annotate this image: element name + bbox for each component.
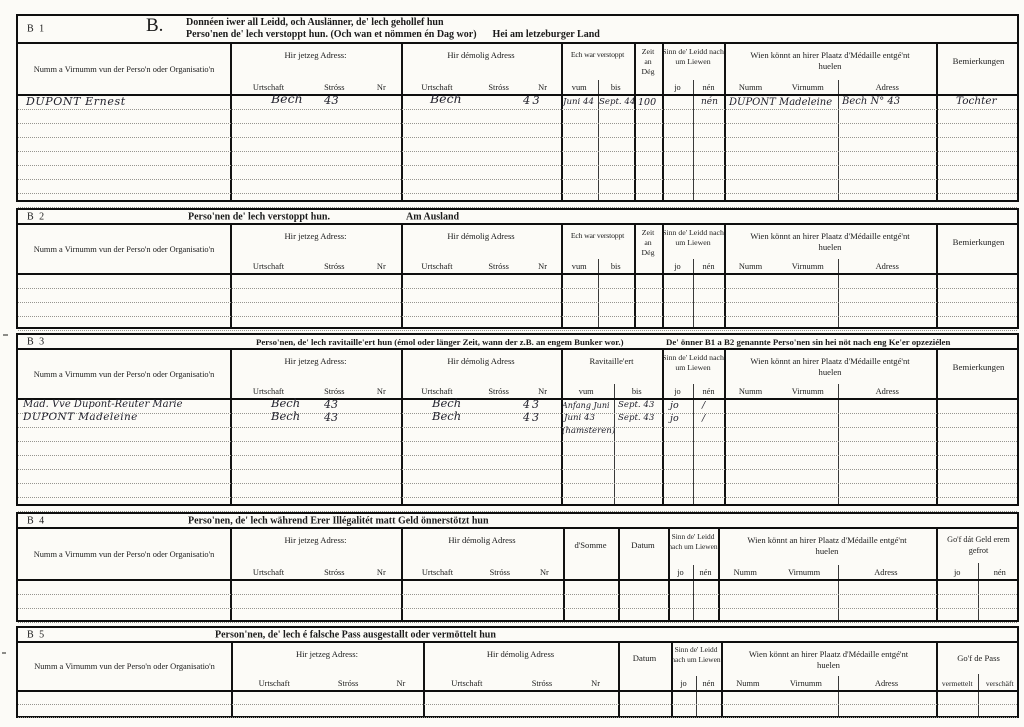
sub-nr: Nr: [396, 679, 406, 688]
sub-stross: Stróss: [324, 83, 345, 92]
sub-jo: jo: [953, 568, 961, 577]
section-b5: [16, 626, 1019, 718]
section-title: Perso'nen, de' lech ravitaille'ert hun (émol oder länger Zeit, wann der z.B. an engem Bunker wor.): [256, 336, 624, 347]
section-b3: [16, 333, 1019, 506]
title-line-2: Perso'nen de' lech verstoppt hun. (Och wan et nömmen én Dag wor): [186, 29, 477, 40]
sub-stross: Stróss: [324, 387, 345, 396]
sub-stross: Stróss: [324, 568, 345, 577]
sub-virnumm: Virnumm: [788, 568, 821, 577]
sub-adress: Adress: [875, 387, 899, 396]
section-title: Perso'nen, de' lech während Erer Illégalitét matt Geld önnerstötzt hun: [188, 515, 489, 526]
col-label: Datum: [631, 540, 655, 550]
empty-row: [18, 194, 1017, 208]
col-label: Wien könnt an hirer Plaatz d'Médaille entgé'nt huelen: [750, 356, 910, 378]
col-datum: [618, 643, 671, 690]
section-b1-title-band: [18, 16, 1017, 44]
b3-entry1-name: Mad. Vve Dupont-Reuter Marie: [23, 399, 183, 410]
empty-row: [18, 470, 1017, 484]
col-label: Go'f dát Geld erem gefrot: [947, 535, 1010, 555]
col-numm-virnumm: [18, 350, 230, 398]
b1-entry-vum: Juni 44: [563, 97, 594, 107]
col-label: Wien könnt an hirer Plaatz d'Médaille entgé'nt huelen: [750, 50, 910, 72]
b3-entry2-nen-mark: /: [702, 413, 706, 424]
sub-vum: vum: [578, 387, 594, 396]
big-letter-b: B.: [146, 15, 164, 36]
b3-entry2-demolig-nr: 43: [523, 411, 541, 424]
section-b4-title-band: [18, 514, 1017, 529]
sub-virnumm: Virnumm: [791, 83, 824, 92]
section-title: Perso'nen de' lech verstoppt hun.: [188, 211, 330, 222]
section-b1: [16, 14, 1019, 202]
sub-vum: vum: [571, 262, 587, 271]
scan-artifact-mark: [3, 334, 8, 336]
col-zeit-an-deg: [634, 44, 662, 94]
sub-adress: Adress: [874, 568, 898, 577]
col-bemierkungen: [936, 44, 1021, 94]
col-jetzeg-adress: [230, 529, 401, 579]
sub-stross: Stróss: [324, 262, 345, 271]
col-bemierkungen: [936, 350, 1021, 398]
sub-numm: Numm: [738, 387, 763, 396]
b5-column-headers: [18, 643, 1017, 692]
sub-adress: Adress: [875, 83, 899, 92]
sub-stross: Stróss: [337, 679, 359, 688]
sub-bis: bis: [631, 387, 642, 396]
col-label: Sinn de' Leidd nach um Liewen: [662, 228, 724, 248]
col-zeit-an-deg: [634, 225, 662, 273]
sub-nen: nén: [699, 568, 712, 577]
col-label: Sinn de' Leidd nach um Liewen: [671, 645, 721, 664]
col-label: Numm a Virnumm vun der Perso'n oder Organisatio'n: [33, 64, 215, 74]
sub-adress: Adress: [875, 262, 899, 271]
section-title: Person'nen, de' lech é falsche Pass ausgestallt oder vermöttelt hun: [215, 629, 496, 640]
sub-urtschaft: Urtschaft: [421, 387, 453, 396]
sub-bis: bis: [610, 262, 621, 271]
col-bemierkungen: [936, 225, 1021, 273]
col-label: Numm a Virnumm vun der Perso'n oder Organisatio'n: [33, 244, 215, 254]
b3-entry2-demolig-urtschaft: Bech: [432, 409, 462, 423]
empty-row: [18, 166, 1017, 180]
sub-nr: Nr: [538, 262, 548, 271]
col-datum: [618, 529, 668, 579]
col-label: Sinn de' Leidd nach um Liewen: [662, 47, 724, 67]
b5-rows: [18, 692, 1017, 716]
col-jetzeg-adress: [230, 350, 401, 398]
sub-nr: Nr: [376, 262, 386, 271]
sub-urtschaft: Urtschaft: [421, 262, 453, 271]
col-numm-virnumm: [18, 643, 231, 690]
b3-entry1-bis: Sept. 43: [618, 400, 655, 410]
section-title-right: De' önner B1 a B2 genannte Perso'nen sin hei nöt nach eng Ke'er opzeziélen: [666, 336, 951, 347]
b2-rows: [18, 275, 1017, 327]
b3-entry1-demolig-urtschaft: Bech: [432, 396, 462, 410]
b1-entry-wien-adress: Bech N° 43: [842, 96, 901, 107]
col-label: Bemierkungen: [952, 362, 1005, 372]
sub-vermettelt: vermettelt: [941, 679, 973, 688]
b1-entry-nen: nén: [701, 97, 718, 107]
col-label: Go'f de Pass: [957, 653, 1000, 663]
section-b3-title-band: [18, 335, 1017, 350]
sub-verschaft: verschäft: [985, 679, 1014, 688]
sub-stross: Stróss: [488, 387, 509, 396]
empty-row: [18, 110, 1017, 124]
col-label: Hir démolig Adress: [447, 231, 515, 241]
sub-virnumm: Virnumm: [789, 679, 822, 688]
empty-row: [18, 124, 1017, 138]
empty-row: [18, 609, 1017, 623]
col-wien-medaille: [724, 44, 936, 94]
b1-table: [18, 44, 1017, 200]
section-b2-title-band: [18, 210, 1017, 225]
empty-row: [18, 442, 1017, 456]
empty-row: [18, 152, 1017, 166]
sub-urtschaft: Urtschaft: [252, 568, 285, 577]
section-code: B 1: [27, 23, 46, 35]
col-label: Hir démolig Adress: [448, 535, 516, 545]
empty-row: [18, 705, 1017, 718]
sub-nen: nén: [702, 387, 715, 396]
empty-row: [18, 595, 1017, 609]
empty-row: [18, 180, 1017, 194]
col-label: Datum: [632, 653, 657, 663]
col-label: Hir jetzeg Adress:: [295, 649, 359, 659]
col-label: Hir jetzeg Adress:: [284, 50, 347, 60]
sub-adress: Adress: [874, 679, 899, 688]
empty-row: [18, 692, 1017, 705]
b3-entry1-jo: jo: [670, 400, 679, 411]
col-demolig-adress: [401, 350, 561, 398]
sub-nr: Nr: [538, 83, 548, 92]
col-label: Wien könnt an hirer Plaatz d'Médaille entgé'nt huelen: [748, 649, 909, 671]
b3-entry2-jetzeg-nr: 43: [324, 411, 338, 424]
col-label: Bemierkungen: [952, 237, 1005, 247]
b2-column-headers: [18, 225, 1017, 275]
empty-row: [18, 498, 1017, 512]
col-ravitailleert: [561, 350, 662, 398]
col-label: Zeit an Dég: [641, 47, 655, 77]
empty-row: [18, 138, 1017, 152]
b1-entry-wien-numm: DUPONT Madeleine: [729, 97, 833, 108]
col-ech-war-verstoppt: [561, 44, 634, 94]
b3-entry2-jo: jo: [670, 413, 679, 424]
b3-entry1-demolig-nr: 43: [523, 398, 541, 411]
b3-table: [18, 350, 1017, 504]
b3-column-headers: [18, 350, 1017, 400]
col-label: Hir jetzeg Adress:: [284, 356, 347, 366]
section-title-right: Am Ausland: [406, 211, 460, 222]
sub-nr: Nr: [591, 679, 600, 688]
col-wien-medaille: [724, 225, 936, 273]
b1-entry-demolig-urtschaft: Bech: [430, 91, 462, 106]
sub-bis: bis: [610, 83, 621, 92]
sub-jo: jo: [674, 83, 681, 92]
col-wien-medaille: [721, 643, 936, 690]
sub-nr: Nr: [376, 387, 386, 396]
b4-table: [18, 529, 1017, 620]
section-b5-title-band: [18, 628, 1017, 643]
b3-entry1-jetzeg-nr: 43: [324, 398, 338, 411]
empty-row: [18, 484, 1017, 498]
col-label: Numm a Virnumm vun der Perso'n oder Organisatio'n: [34, 662, 215, 671]
sub-jo: jo: [674, 262, 681, 271]
b4-rows: [18, 581, 1017, 620]
sub-stross: Stróss: [488, 83, 509, 92]
b3-entry1-jetzeg-urtschaft: Bech: [271, 396, 301, 410]
sub-urtschaft: Urtschaft: [252, 83, 285, 92]
sub-nen: nén: [702, 83, 715, 92]
sub-nr: Nr: [376, 83, 386, 92]
empty-row: [18, 317, 1017, 331]
b1-entry-zeit: 100: [638, 97, 657, 108]
col-demolig-adress: [423, 643, 618, 690]
b3-entry2-vum: Juni 43: [564, 413, 595, 423]
empty-row: [18, 581, 1017, 595]
col-jetzeg-adress: [231, 643, 423, 690]
sub-stross: Stróss: [531, 679, 553, 688]
b1-rows: [18, 91, 1017, 200]
empty-row: [18, 428, 1017, 442]
b1-entry-demolig-nr: 43: [523, 93, 542, 107]
col-sinn-leidd: [662, 350, 724, 398]
sub-vum: vum: [571, 83, 587, 92]
col-label: Hir démolig Adress: [486, 649, 555, 659]
empty-row: [18, 456, 1017, 470]
col-ech-war-verstoppt: [561, 225, 634, 273]
col-jetzeg-adress: [230, 225, 401, 273]
section-title: [186, 17, 600, 41]
sub-numm: Numm: [738, 262, 763, 271]
section-b4: [16, 512, 1019, 622]
b3-entry2-bis: Sept. 43: [618, 413, 655, 423]
b2-table: [18, 225, 1017, 327]
sub-urtschaft: Urtschaft: [421, 83, 453, 92]
col-label: Numm a Virnumm vun der Perso'n oder Organisatio'n: [33, 549, 215, 559]
sub-nen: nén: [702, 262, 715, 271]
sub-virnumm: Virnumm: [791, 387, 824, 396]
scan-artifact-mark: [2, 652, 6, 654]
empty-row: [18, 289, 1017, 303]
col-dsomme: [563, 529, 618, 579]
col-demolig-adress: [401, 529, 563, 579]
col-label: Numm a Virnumm vun der Perso'n oder Organisatio'n: [33, 369, 215, 379]
sub-jo: jo: [677, 568, 684, 577]
col-label: Hir démolig Adress: [447, 356, 515, 366]
b3-entry-note: (hamsteren): [562, 426, 616, 436]
empty-row: [18, 303, 1017, 317]
sub-nr: Nr: [539, 568, 549, 577]
section-code: B 2: [27, 211, 46, 222]
empty-row: [18, 414, 1017, 428]
empty-row: [18, 275, 1017, 289]
col-sinn-leidd: [662, 44, 724, 94]
b3-entry1-vum: Anfang Juni: [562, 401, 610, 410]
col-wien-medaille: [718, 529, 936, 579]
sub-urtschaft: Urtschaft: [258, 679, 290, 688]
col-label: Hir jetzeg Adress:: [284, 231, 347, 241]
sub-nr: Nr: [538, 387, 548, 396]
col-sinn-leidd: [668, 529, 718, 579]
col-wien-medaille: [724, 350, 936, 398]
sub-jo: jo: [674, 387, 681, 396]
sub-virnumm: Virnumm: [791, 262, 824, 271]
col-label: d'Somme: [574, 540, 607, 550]
sub-urtschaft: Urtschaft: [252, 387, 285, 396]
col-demolig-adress: [401, 44, 561, 94]
col-label: Hir jetzeg Adress:: [284, 535, 347, 545]
col-label: Zeit an Dég: [641, 228, 655, 258]
col-label: Sinn de' Leidd nach um Liewen: [662, 353, 724, 373]
col-label: Hir démolig Adress: [447, 50, 515, 60]
b4-column-headers: [18, 529, 1017, 581]
b1-entry-jetzeg-nr: 43: [324, 93, 339, 107]
b3-rows: [18, 396, 1017, 504]
col-jetzeg-adress: [230, 44, 401, 94]
b1-column-headers: [18, 44, 1017, 96]
col-label: Ravitaille'ert: [589, 356, 634, 366]
col-demolig-adress: [401, 225, 561, 273]
sub-numm: Numm: [736, 679, 760, 688]
col-sinn-leidd: [671, 643, 721, 690]
section-code: B 3: [27, 336, 46, 347]
b1-entry-name: DUPONT Ernest: [26, 95, 126, 108]
sub-nen: nén: [993, 568, 1006, 577]
sub-urtschaft: Urtschaft: [252, 262, 285, 271]
b1-entry-bemierkungen: Tochter: [956, 95, 997, 107]
col-label: Wien könnt an hirer Plaatz d'Médaille entgé'nt huelen: [747, 535, 907, 557]
sub-urtschaft: Urtschaft: [421, 568, 454, 577]
col-sinn-leidd: [662, 225, 724, 273]
sub-nr: Nr: [376, 568, 386, 577]
b5-table: [18, 643, 1017, 716]
b3-entry2-name: DUPONT Madeleine: [23, 411, 138, 423]
col-label: Ech war verstoppt: [570, 50, 625, 59]
col-label: Sinn de' Leidd nach um Liewen: [668, 532, 718, 551]
col-numm-virnumm: [18, 529, 230, 579]
b1-entry-jetzeg-urtschaft: Bech: [271, 91, 303, 106]
sub-stross: Stróss: [488, 262, 509, 271]
col-label: Bemierkungen: [952, 56, 1005, 66]
col-gof-pass: [936, 643, 1021, 690]
sub-urtschaft: Urtschaft: [451, 679, 483, 688]
b3-entry1-nen-mark: /: [702, 400, 706, 411]
col-gof-geld: [936, 529, 1021, 579]
col-label: Ech war verstoppt: [570, 231, 625, 240]
sub-stross: Stróss: [489, 568, 511, 577]
b3-entry2-jetzeg-urtschaft: Bech: [271, 409, 301, 423]
b1-entry-bis: Sept. 44: [599, 97, 636, 107]
section-b2: [16, 208, 1019, 329]
title-line-1: Donnéen iwer all Leidd, och Auslänner, de' lech gehollef hun: [186, 17, 444, 28]
sub-jo: jo: [680, 679, 687, 688]
col-numm-virnumm: [18, 44, 230, 94]
section-code: B 5: [27, 629, 46, 640]
col-label: Wien könnt an hirer Plaatz d'Médaille entgé'nt huelen: [750, 231, 910, 253]
sub-numm: Numm: [738, 83, 763, 92]
col-numm-virnumm: [18, 225, 230, 273]
sub-nen: nén: [702, 679, 715, 688]
title-line-2-right: Hei am letzeburger Land: [492, 29, 600, 40]
sub-numm: Numm: [733, 568, 757, 577]
section-code: B 4: [27, 515, 46, 526]
